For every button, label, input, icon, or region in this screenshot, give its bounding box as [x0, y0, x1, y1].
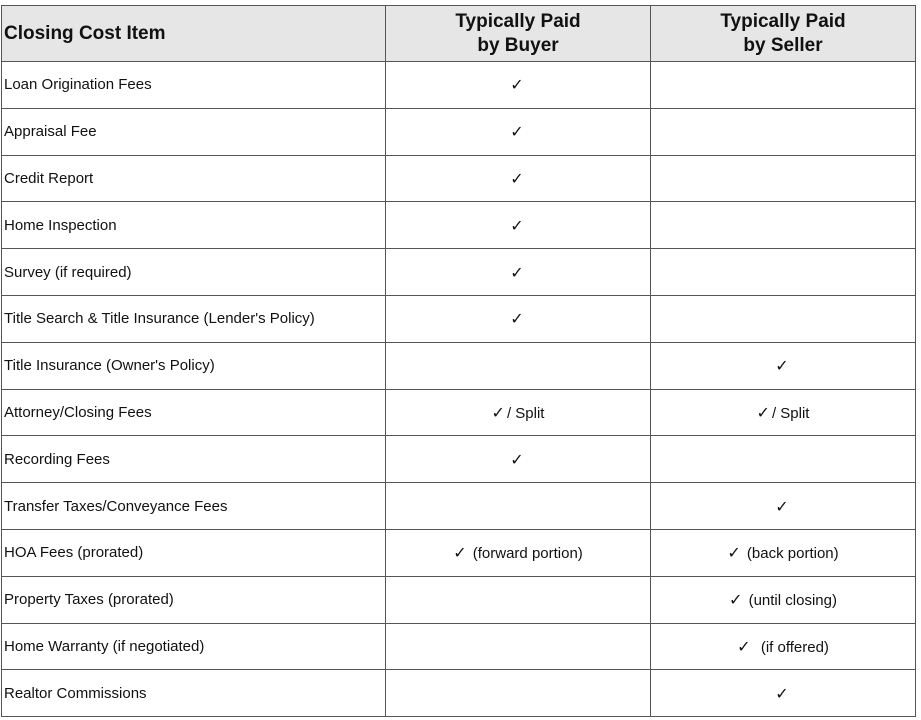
cell-paid-by-buyer [386, 342, 651, 389]
check-icon: ✓ [727, 543, 741, 563]
check-icon: ✓ [737, 636, 751, 656]
cell-paid-by-seller [651, 529, 916, 576]
cell-paid-by-seller [651, 623, 916, 670]
header-seller-line-2: by Seller [743, 34, 823, 56]
cell-paid-by-seller [651, 483, 916, 530]
header-paid-by-seller [651, 6, 916, 62]
check-icon: ✓ [775, 496, 789, 516]
cell-paid-by-seller [651, 62, 916, 109]
cell-closing-cost-item: Property Taxes (prorated) [2, 576, 386, 623]
cell-paid-by-buyer [386, 62, 651, 109]
check-icon: ✓ [775, 683, 789, 703]
cell-paid-by-buyer [386, 295, 651, 342]
table-body [2, 62, 916, 717]
cell-closing-cost-item: Realtor Commissions [2, 670, 386, 717]
cell-paid-by-buyer [386, 670, 651, 717]
cell-paid-by-seller [651, 249, 916, 296]
cell-paid-by-seller [651, 202, 916, 249]
cell-paid-by-buyer [386, 623, 651, 670]
cell-paid-by-seller [651, 389, 916, 436]
header-buyer-line-2: by Buyer [477, 34, 559, 56]
cell-paid-by-buyer [386, 529, 651, 576]
cell-closing-cost-item: Appraisal Fee [2, 108, 386, 155]
cell-paid-by-buyer [386, 155, 651, 202]
header-seller-line-1: Typically Paid [720, 10, 846, 32]
cell-closing-cost-item: Recording Fees [2, 436, 386, 483]
cell-paid-by-seller [651, 670, 916, 717]
cell-closing-cost-item: Title Insurance (Owner's Policy) [2, 342, 386, 389]
table-row [2, 342, 916, 389]
cell-paid-by-seller [651, 155, 916, 202]
cell-closing-cost-item: HOA Fees (prorated) [2, 529, 386, 576]
cell-closing-cost-item: Credit Report [2, 155, 386, 202]
check-icon: ✓ [775, 356, 789, 376]
cell-closing-cost-item: Survey (if required) [2, 249, 386, 296]
check-icon: ✓ [453, 543, 467, 563]
cell-paid-by-seller [651, 342, 916, 389]
cell-closing-cost-item: Loan Origination Fees [2, 62, 386, 109]
cell-closing-cost-item: Home Inspection [2, 202, 386, 249]
table-row [2, 623, 916, 670]
cell-paid-by-buyer [386, 576, 651, 623]
closing-cost-table [1, 5, 916, 717]
seller-note: (if offered) [752, 638, 829, 656]
header-closing-cost-item: Closing Cost Item [2, 6, 386, 62]
cell-paid-by-seller [651, 576, 916, 623]
table-row [2, 202, 916, 249]
seller-note: (back portion) [742, 545, 839, 563]
table-row [2, 295, 916, 342]
cell-closing-cost-item: Attorney/Closing Fees [2, 389, 386, 436]
cell-paid-by-seller [651, 108, 916, 155]
table-row [2, 108, 916, 155]
table-row [2, 576, 916, 623]
cell-paid-by-buyer [386, 249, 651, 296]
check-icon: ✓ [510, 309, 524, 329]
table-row [2, 155, 916, 202]
check-icon: ✓ [510, 168, 524, 188]
check-icon: ✓ [510, 215, 524, 235]
cell-paid-by-buyer [386, 108, 651, 155]
table-row [2, 436, 916, 483]
seller-note: (until closing) [744, 592, 837, 610]
table-row [2, 529, 916, 576]
table-row [2, 483, 916, 530]
check-icon: ✓ [510, 122, 524, 142]
cell-paid-by-buyer [386, 202, 651, 249]
seller-note: / Split [771, 404, 810, 422]
table-row [2, 62, 916, 109]
check-icon: ✓ [491, 402, 505, 422]
table-row [2, 389, 916, 436]
cell-paid-by-seller [651, 295, 916, 342]
header-buyer-line-1: Typically Paid [455, 10, 581, 32]
table-row [2, 249, 916, 296]
cell-closing-cost-item: Transfer Taxes/Conveyance Fees [2, 483, 386, 530]
header-row [2, 6, 916, 62]
buyer-note: / Split [506, 404, 545, 422]
table-row [2, 670, 916, 717]
header-paid-by-buyer [386, 6, 651, 62]
cell-closing-cost-item: Home Warranty (if negotiated) [2, 623, 386, 670]
check-icon: ✓ [510, 262, 524, 282]
cell-paid-by-buyer [386, 483, 651, 530]
buyer-note: (forward portion) [468, 545, 583, 563]
check-icon: ✓ [756, 402, 770, 422]
cell-paid-by-buyer [386, 436, 651, 483]
table-header [2, 6, 916, 62]
check-icon: ✓ [510, 75, 524, 95]
cell-paid-by-buyer [386, 389, 651, 436]
check-icon: ✓ [729, 590, 743, 610]
cell-closing-cost-item: Title Search & Title Insurance (Lender's Policy) [2, 295, 386, 342]
check-icon: ✓ [510, 449, 524, 469]
cell-paid-by-seller [651, 436, 916, 483]
